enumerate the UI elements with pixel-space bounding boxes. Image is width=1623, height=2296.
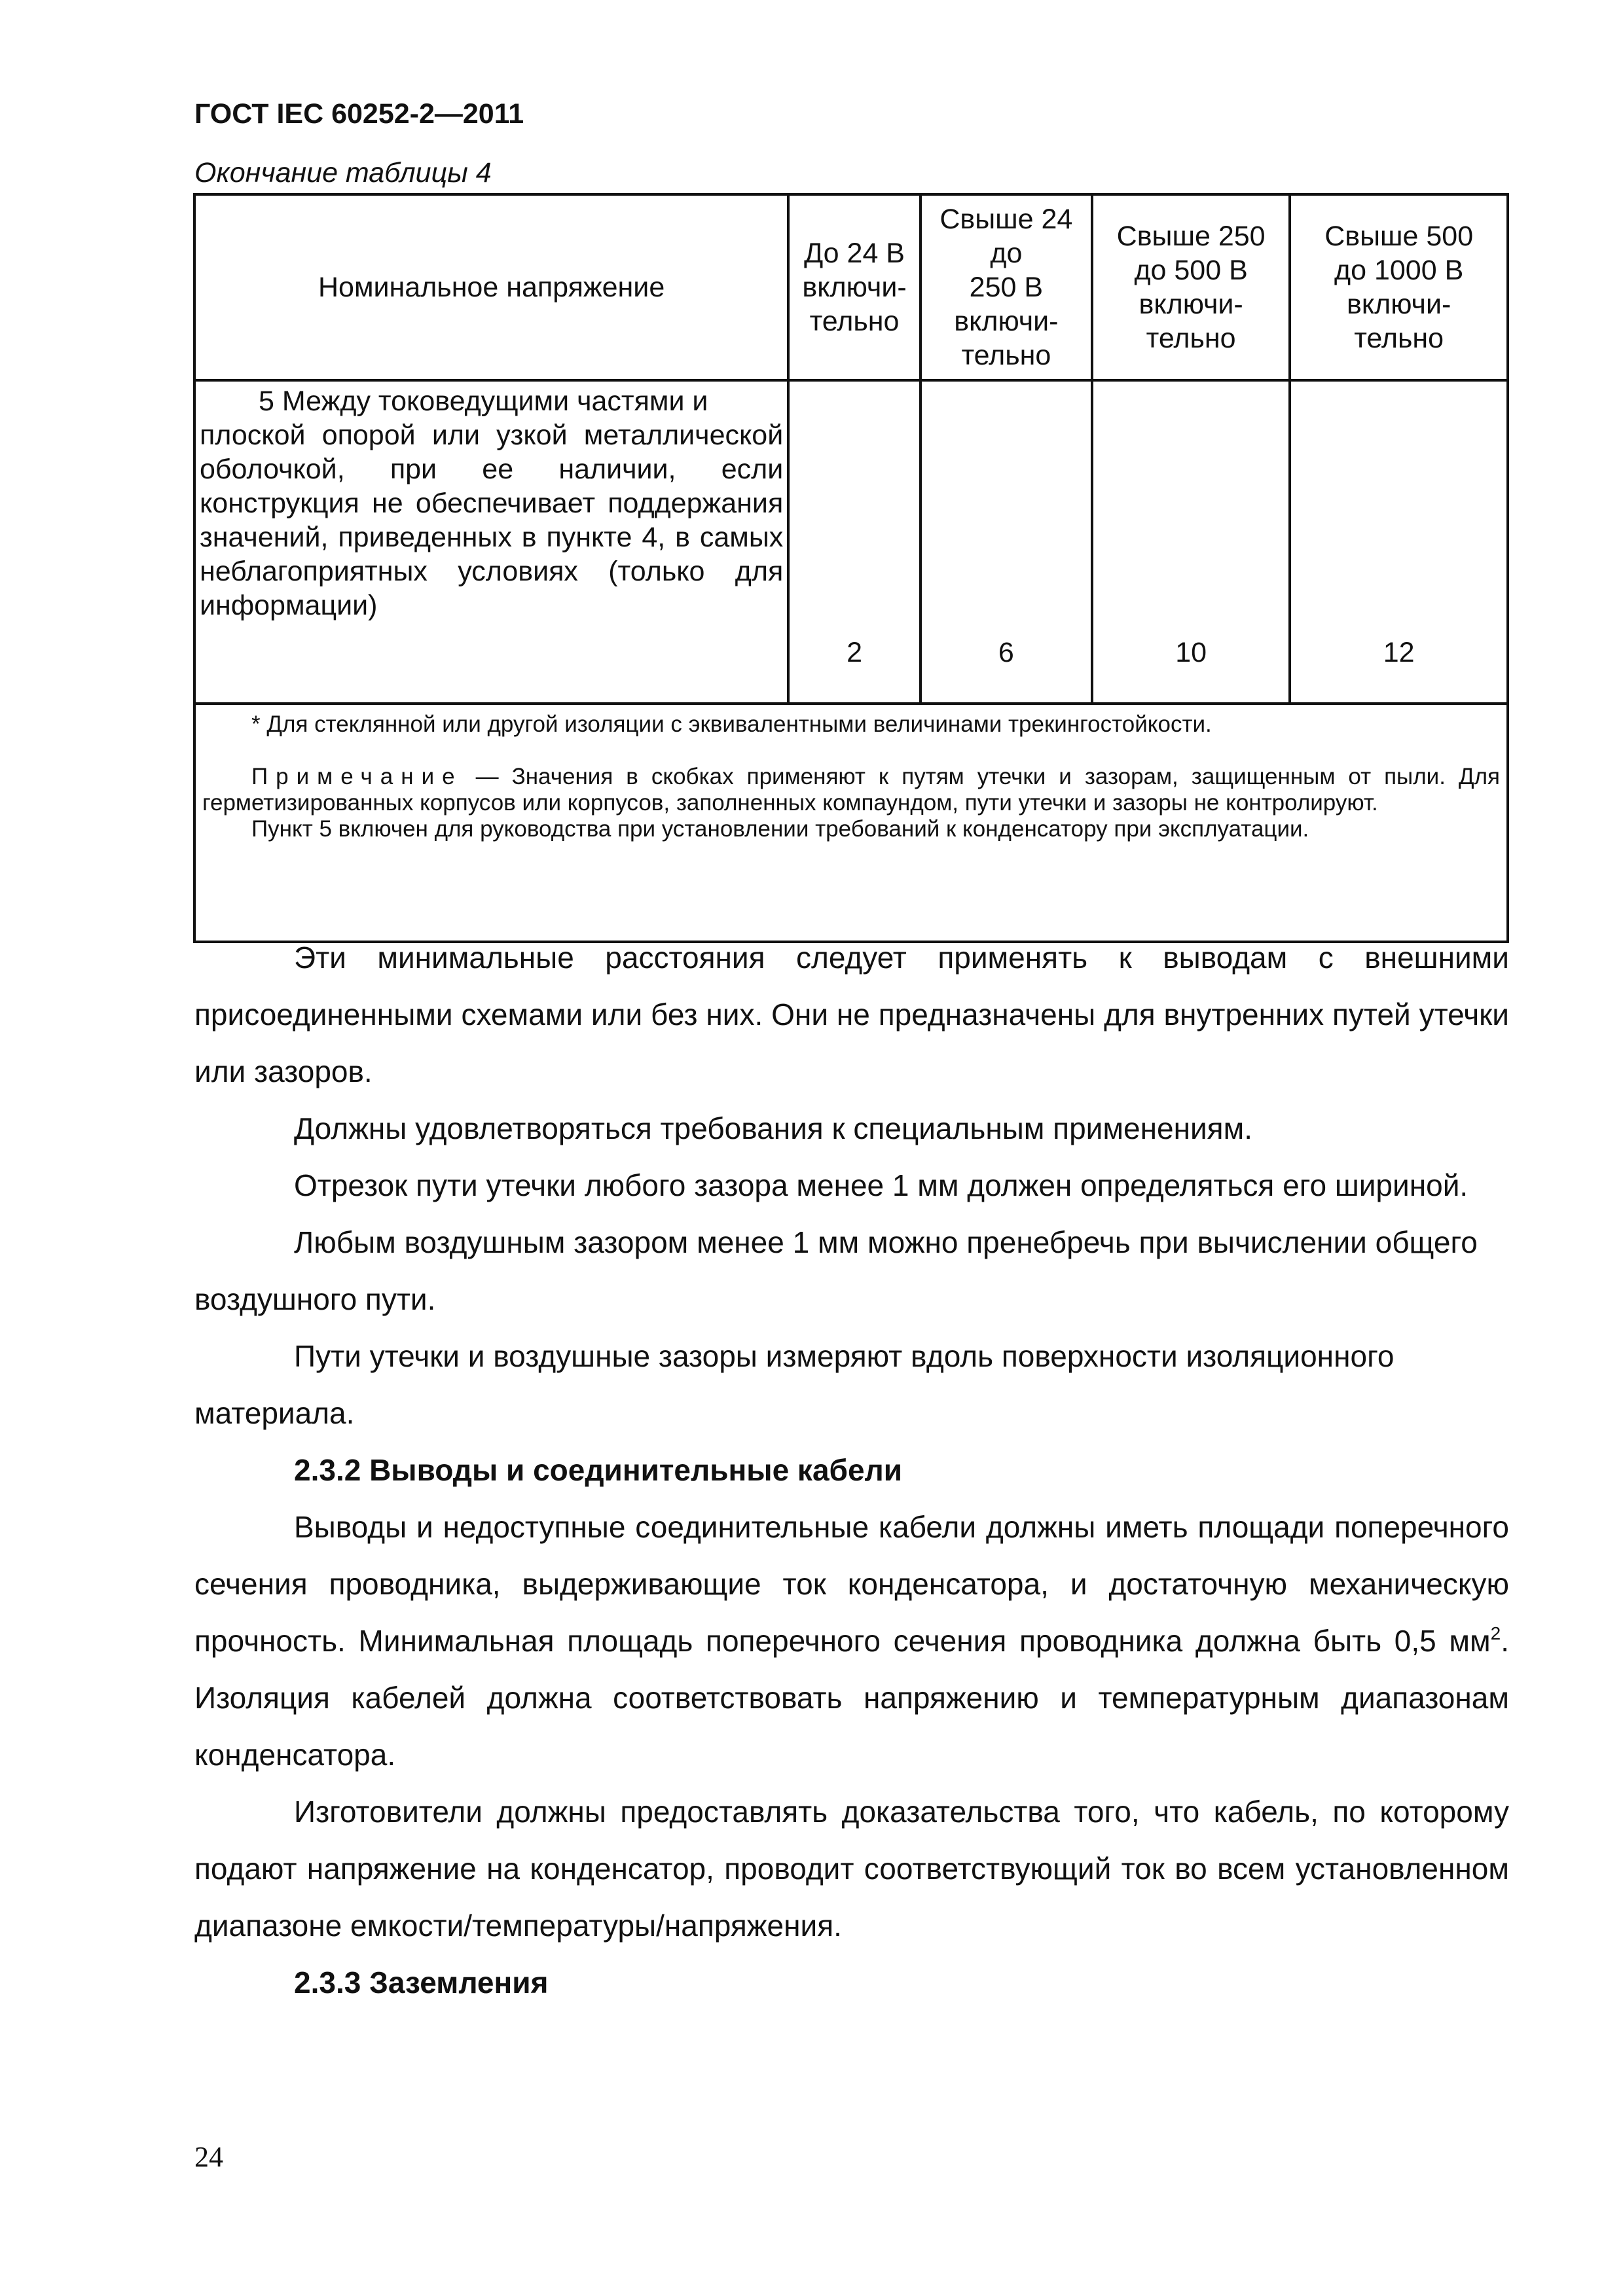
- paragraph: Пути утечки и воздушные зазоры измеряют вдоль поверхности изоляционного материала.: [194, 1339, 1395, 1430]
- table-4: [193, 193, 1509, 943]
- paragraph: Любым воздушным зазором менее 1 мм можно пренебречь при вычислении общего воздушного пути.: [194, 1225, 1478, 1316]
- row5-label-cell: [194, 380, 788, 704]
- table-footnote: * Для стеклянной или другой изоляции с эквивалентными величинами трекингостойкости.: [251, 711, 1212, 737]
- row5-value-4: 12: [1290, 380, 1508, 704]
- table-note: [202, 764, 1500, 816]
- header-col-4: Свыше 500 до 1000 В включи- тельно: [1290, 194, 1508, 380]
- row5-value-1: 2: [788, 380, 921, 704]
- table-notes-row: [194, 704, 1508, 942]
- header-col-1: До 24 В включи- тельно: [788, 194, 921, 380]
- table-row: [194, 380, 1508, 704]
- header-col-2: Свыше 24 до 250 В включи- тельно: [921, 194, 1092, 380]
- section-heading-2-3-3: 2.3.3 Заземления: [294, 1965, 549, 2000]
- section-heading-2-3-2: 2.3.2 Выводы и соединительные кабели: [294, 1453, 903, 1487]
- superscript: 2: [1490, 1623, 1501, 1643]
- body-text: [194, 929, 1509, 2011]
- paragraph: Выводы и недоступные соединительные кабели должны иметь площади поперечного сечения проводника, выдерживающие ток конденсатора, и достаточную механическую прочность. Минимальная площадь поперечного сечения проводника должна быть 0,5 $мм^2$. Изоляция кабелей должна соответствовать напряжению и температурным диапазонам конденсатора.: [194, 1510, 1509, 1772]
- paragraph: Изготовители должны предоставлять доказательства того, что кабель, по которому подают напряжение на конденсатор, проводит соответствующий ток во всем установленном диапазоне емкости/температуры/напряжения.: [194, 1795, 1509, 1943]
- document-header: ГОСТ IEC 60252-2—2011: [194, 98, 524, 130]
- row5-first-line: 5 Между токоведущими частями и: [259, 386, 708, 417]
- table-notes-cell: [194, 704, 1508, 942]
- header-col-3: Свыше 250 до 500 В включи- тельно: [1092, 194, 1290, 380]
- row5-text: плоской опорой или узкой металлической оболочкой, при ее наличии, если конструкция не обеспечивает поддержания значений, приведенных в пункте 4, в самых неблагоприятных условиях (только для информации): [200, 420, 784, 621]
- paragraph: Эти минимальные расстояния следует применять к выводам с внешними присоединенными схемами или без них. Они не предназначены для внутренних путей утечки или зазоров.: [194, 941, 1509, 1088]
- paragraph: Отрезок пути утечки любого зазора менее 1 мм должен определяться его шириной.: [294, 1168, 1468, 1202]
- page-number: 24: [194, 2141, 223, 2173]
- table-note-2: Пункт 5 включен для руководства при установлении требований к конденсатору при эксплуатации.: [251, 816, 1309, 842]
- note-label: Примечание: [251, 764, 463, 789]
- row5-value-2: 6: [921, 380, 1092, 704]
- note-text: — Значения в скобках применяют к путям утечки и зазорам, защищенным от пыли. Для герметизированных корпусов или корпусов, заполненных компаундом, пути утечки и зазоры не контролируют.: [202, 764, 1500, 816]
- paragraph: Должны удовлетворяться требования к специальным применениям.: [294, 1111, 1252, 1145]
- table-header-row: [194, 194, 1508, 380]
- row5-value-3: 10: [1092, 380, 1290, 704]
- table-caption: Окончание таблицы 4: [194, 157, 492, 188]
- header-label-cell: Номинальное напряжение: [194, 194, 788, 380]
